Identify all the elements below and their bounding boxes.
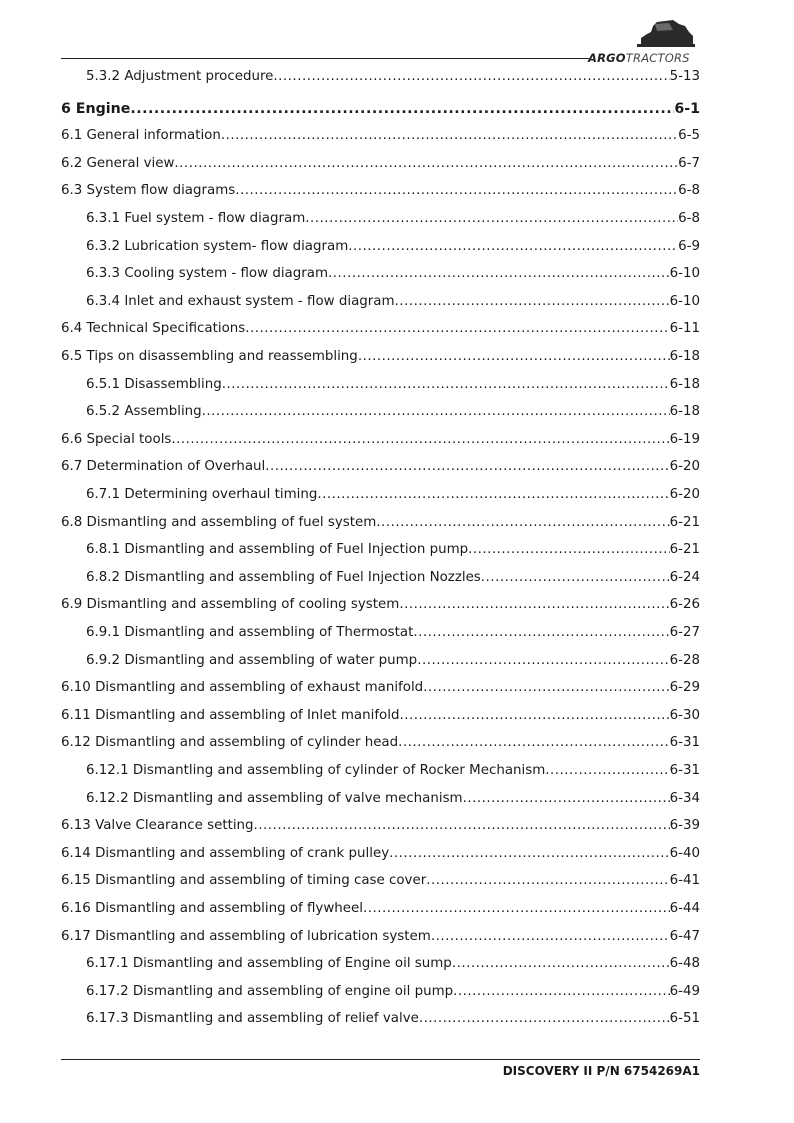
toc-entry-page: 6-10 bbox=[669, 293, 700, 309]
toc-entry-title: 6.1 General information bbox=[61, 128, 221, 144]
toc-dot-leader bbox=[221, 127, 678, 145]
toc-entry-page: 6-20 bbox=[669, 487, 700, 502]
toc-entry-page: 6-9 bbox=[678, 238, 700, 254]
toc-entry[interactable] bbox=[86, 955, 700, 973]
toc-entry[interactable] bbox=[86, 238, 700, 256]
toc-entry-title: 6 Engine bbox=[61, 100, 131, 117]
toc-entry[interactable] bbox=[61, 320, 700, 338]
toc-dot-leader bbox=[363, 900, 670, 918]
toc-dot-leader bbox=[423, 679, 669, 697]
toc-dot-leader bbox=[395, 293, 670, 311]
toc-dot-leader bbox=[453, 983, 669, 1001]
toc-entry[interactable] bbox=[61, 734, 700, 752]
toc-entry[interactable] bbox=[86, 983, 700, 1001]
toc-entry[interactable] bbox=[61, 348, 700, 366]
toc-entry[interactable] bbox=[61, 900, 700, 918]
toc-entry-title: 6.2 General view bbox=[61, 155, 175, 171]
toc-dot-leader bbox=[376, 514, 669, 532]
toc-entry-page: 6-29 bbox=[669, 680, 700, 696]
toc-entry-title: 6.12.1 Dismantling and assembling of cylinder of Rocker Mechanism bbox=[86, 763, 546, 778]
toc-entry-page: 6-5 bbox=[678, 128, 700, 144]
toc-entry[interactable] bbox=[86, 486, 700, 504]
toc-dot-leader bbox=[235, 182, 678, 200]
toc-entry-page: 6-24 bbox=[669, 569, 700, 585]
toc-entry-page: 6-1 bbox=[674, 100, 700, 117]
toc-dot-leader bbox=[317, 486, 669, 504]
toc-entry[interactable] bbox=[86, 790, 700, 808]
logo-brand-light: TRACTORS bbox=[625, 51, 690, 65]
toc-entry-title: 5.3.2 Adjustment procedure bbox=[86, 69, 274, 84]
toc-entry-title: 6.3.1 Fuel system - flow diagram bbox=[86, 211, 306, 226]
toc-entry[interactable] bbox=[86, 68, 700, 86]
toc-dot-leader bbox=[245, 320, 669, 338]
toc-entry-page: 6-27 bbox=[669, 625, 700, 640]
toc-dot-leader bbox=[273, 68, 669, 86]
toc-entry-page: 6-26 bbox=[669, 597, 700, 613]
toc-entry-title: 6.15 Dismantling and assembling of timing case cover bbox=[61, 873, 427, 889]
toc-dot-leader bbox=[481, 569, 670, 587]
toc-entry-title: 6.17.2 Dismantling and assembling of engine oil pump bbox=[86, 983, 454, 999]
toc-dot-leader bbox=[452, 955, 670, 973]
toc-entry[interactable] bbox=[61, 127, 700, 145]
toc-dot-leader bbox=[174, 155, 678, 173]
toc-entry[interactable] bbox=[61, 845, 700, 863]
toc-entry[interactable] bbox=[86, 652, 700, 670]
toc-dot-leader bbox=[426, 872, 669, 890]
toc-entry[interactable] bbox=[86, 541, 700, 559]
toc-entry-title: 6.17.1 Dismantling and assembling of Engine oil sump bbox=[86, 956, 452, 972]
toc-entry-title: 6.8.2 Dismantling and assembling of Fuel Injection Nozzles bbox=[86, 569, 481, 585]
footer-rule bbox=[61, 1059, 700, 1060]
toc-entry[interactable] bbox=[61, 182, 700, 200]
toc-entry-page: 6-40 bbox=[669, 845, 700, 861]
toc-dot-leader bbox=[398, 734, 669, 752]
toc-dot-leader bbox=[431, 928, 670, 946]
toc-entry-title: 6.9.1 Dismantling and assembling of Thermostat bbox=[86, 625, 414, 640]
toc-dot-leader bbox=[417, 652, 669, 670]
toc-entry[interactable] bbox=[61, 817, 700, 835]
toc-entry[interactable] bbox=[61, 707, 700, 725]
toc-entry-page: 6-21 bbox=[669, 514, 700, 530]
toc-dot-leader bbox=[389, 845, 669, 863]
toc-entry-title: 6.3.4 Inlet and exhaust system - flow diagram bbox=[86, 293, 395, 309]
toc-entry[interactable] bbox=[86, 293, 700, 311]
toc-entry[interactable] bbox=[86, 376, 700, 394]
toc-entry-title: 6.8 Dismantling and assembling of fuel system bbox=[61, 514, 377, 530]
toc-entry-title: 6.3 System flow diagrams bbox=[61, 183, 236, 199]
toc-entry[interactable] bbox=[86, 1010, 700, 1028]
toc-entry-page: 6-39 bbox=[669, 818, 700, 834]
toc-entry-page: 6-8 bbox=[678, 183, 700, 199]
toc-entry[interactable] bbox=[61, 155, 700, 173]
toc-entry-page: 6-10 bbox=[669, 266, 700, 282]
logo-brand-bold: ARGO bbox=[588, 51, 626, 65]
toc-entry-page: 6-8 bbox=[678, 211, 700, 226]
toc-dot-leader bbox=[348, 238, 678, 256]
toc-entry-title: 6.12 Dismantling and assembling of cylinder head bbox=[61, 735, 399, 751]
toc-dot-leader bbox=[399, 596, 669, 614]
toc-entry-page: 6-21 bbox=[669, 542, 700, 558]
toc-dot-leader bbox=[328, 265, 670, 283]
toc-entry-page: 6-20 bbox=[669, 459, 700, 475]
toc-dot-leader bbox=[463, 790, 670, 808]
toc-entry-page: 6-31 bbox=[669, 763, 700, 778]
toc-entry-title: 6.7 Determination of Overhaul bbox=[61, 459, 266, 475]
toc-dot-leader bbox=[419, 1010, 670, 1028]
toc-entry-page: 6-11 bbox=[669, 321, 700, 337]
toc-dot-leader bbox=[358, 348, 670, 366]
toc-dot-leader bbox=[468, 541, 669, 559]
toc-entry[interactable] bbox=[86, 403, 700, 421]
toc-entry-title: 6.17.3 Dismantling and assembling of relief valve bbox=[86, 1011, 419, 1027]
footer-part-number: DISCOVERY II P/N 6754269A1 bbox=[502, 1064, 700, 1078]
toc-entry-page: 6-18 bbox=[669, 404, 700, 420]
toc-entry[interactable] bbox=[61, 431, 700, 449]
toc-entry[interactable] bbox=[61, 928, 700, 946]
toc-entry-title: 6.5.2 Assembling bbox=[86, 404, 202, 420]
toc-dot-leader bbox=[222, 376, 670, 394]
toc-entry-title: 6.9 Dismantling and assembling of cooling system bbox=[61, 597, 400, 613]
toc-entry[interactable] bbox=[61, 100, 700, 118]
toc-dot-leader bbox=[130, 100, 674, 118]
toc-entry[interactable] bbox=[86, 762, 700, 780]
toc-entry[interactable] bbox=[61, 514, 700, 532]
toc-entry-page: 6-18 bbox=[669, 376, 700, 392]
toc-dot-leader bbox=[265, 458, 669, 476]
toc-dot-leader bbox=[171, 431, 669, 449]
toc-entry-title: 6.14 Dismantling and assembling of crank pulley bbox=[61, 845, 390, 861]
toc-entry-title: 6.11 Dismantling and assembling of Inlet manifold bbox=[61, 707, 400, 723]
toc-entry-page: 6-48 bbox=[669, 956, 700, 972]
toc-entry-title: 6.8.1 Dismantling and assembling of Fuel Injection pump bbox=[86, 542, 469, 558]
toc-entry-title: 6.4 Technical Specifications bbox=[61, 321, 246, 337]
toc-dot-leader bbox=[202, 403, 670, 421]
toc-entry-title: 6.10 Dismantling and assembling of exhaust manifold bbox=[61, 680, 424, 696]
toc-entry-page: 6-7 bbox=[678, 155, 700, 171]
toc-entry-page: 5-13 bbox=[669, 69, 700, 84]
toc-entry-title: 6.5.1 Disassembling bbox=[86, 376, 222, 392]
toc-entry[interactable] bbox=[61, 679, 700, 697]
toc-entry[interactable] bbox=[61, 872, 700, 890]
toc-dot-leader bbox=[413, 624, 669, 642]
toc-dot-leader bbox=[399, 707, 669, 725]
toc-entry[interactable] bbox=[86, 624, 700, 642]
toc-entry[interactable] bbox=[61, 458, 700, 476]
toc-entry-title: 6.13 Valve Clearance setting bbox=[61, 818, 254, 834]
toc-entry[interactable] bbox=[61, 596, 700, 614]
toc-entry-page: 6-19 bbox=[669, 431, 700, 447]
toc-entry-page: 6-41 bbox=[669, 873, 700, 889]
toc-entry-page: 6-34 bbox=[669, 790, 700, 806]
toc-entry-title: 6.6 Special tools bbox=[61, 431, 172, 447]
toc-entry-title: 6.17 Dismantling and assembling of lubrication system bbox=[61, 928, 431, 944]
toc-entry[interactable] bbox=[86, 210, 700, 228]
toc-entry-title: 6.12.2 Dismantling and assembling of valve mechanism bbox=[86, 790, 463, 806]
toc-dot-leader bbox=[305, 210, 678, 228]
toc-entry-title: 6.7.1 Determining overhaul timing bbox=[86, 487, 318, 502]
toc-entry-page: 6-47 bbox=[669, 928, 700, 944]
toc-entry-page: 6-51 bbox=[669, 1011, 700, 1027]
toc-entry-page: 6-30 bbox=[669, 707, 700, 723]
toc-entry[interactable] bbox=[86, 569, 700, 587]
toc-entry-title: 6.3.3 Cooling system - flow diagram bbox=[86, 266, 329, 282]
toc-entry-page: 6-18 bbox=[669, 349, 700, 364]
toc-entry-title: 6.9.2 Dismantling and assembling of water pump bbox=[86, 652, 418, 668]
toc-dot-leader bbox=[254, 817, 670, 835]
toc-entry-title: 6.16 Dismantling and assembling of flywheel bbox=[61, 901, 363, 916]
toc-entry-title: 6.5 Tips on disassembling and reassembling bbox=[61, 349, 358, 364]
toc-entry-title: 6.3.2 Lubrication system- flow diagram bbox=[86, 238, 349, 254]
toc-entry-page: 6-31 bbox=[669, 735, 700, 751]
toc-entry-page: 6-44 bbox=[669, 901, 700, 916]
toc-entry-page: 6-49 bbox=[669, 983, 700, 999]
toc-dot-leader bbox=[545, 762, 669, 780]
toc-entry[interactable] bbox=[86, 265, 700, 283]
toc-entry-page: 6-28 bbox=[669, 652, 700, 668]
